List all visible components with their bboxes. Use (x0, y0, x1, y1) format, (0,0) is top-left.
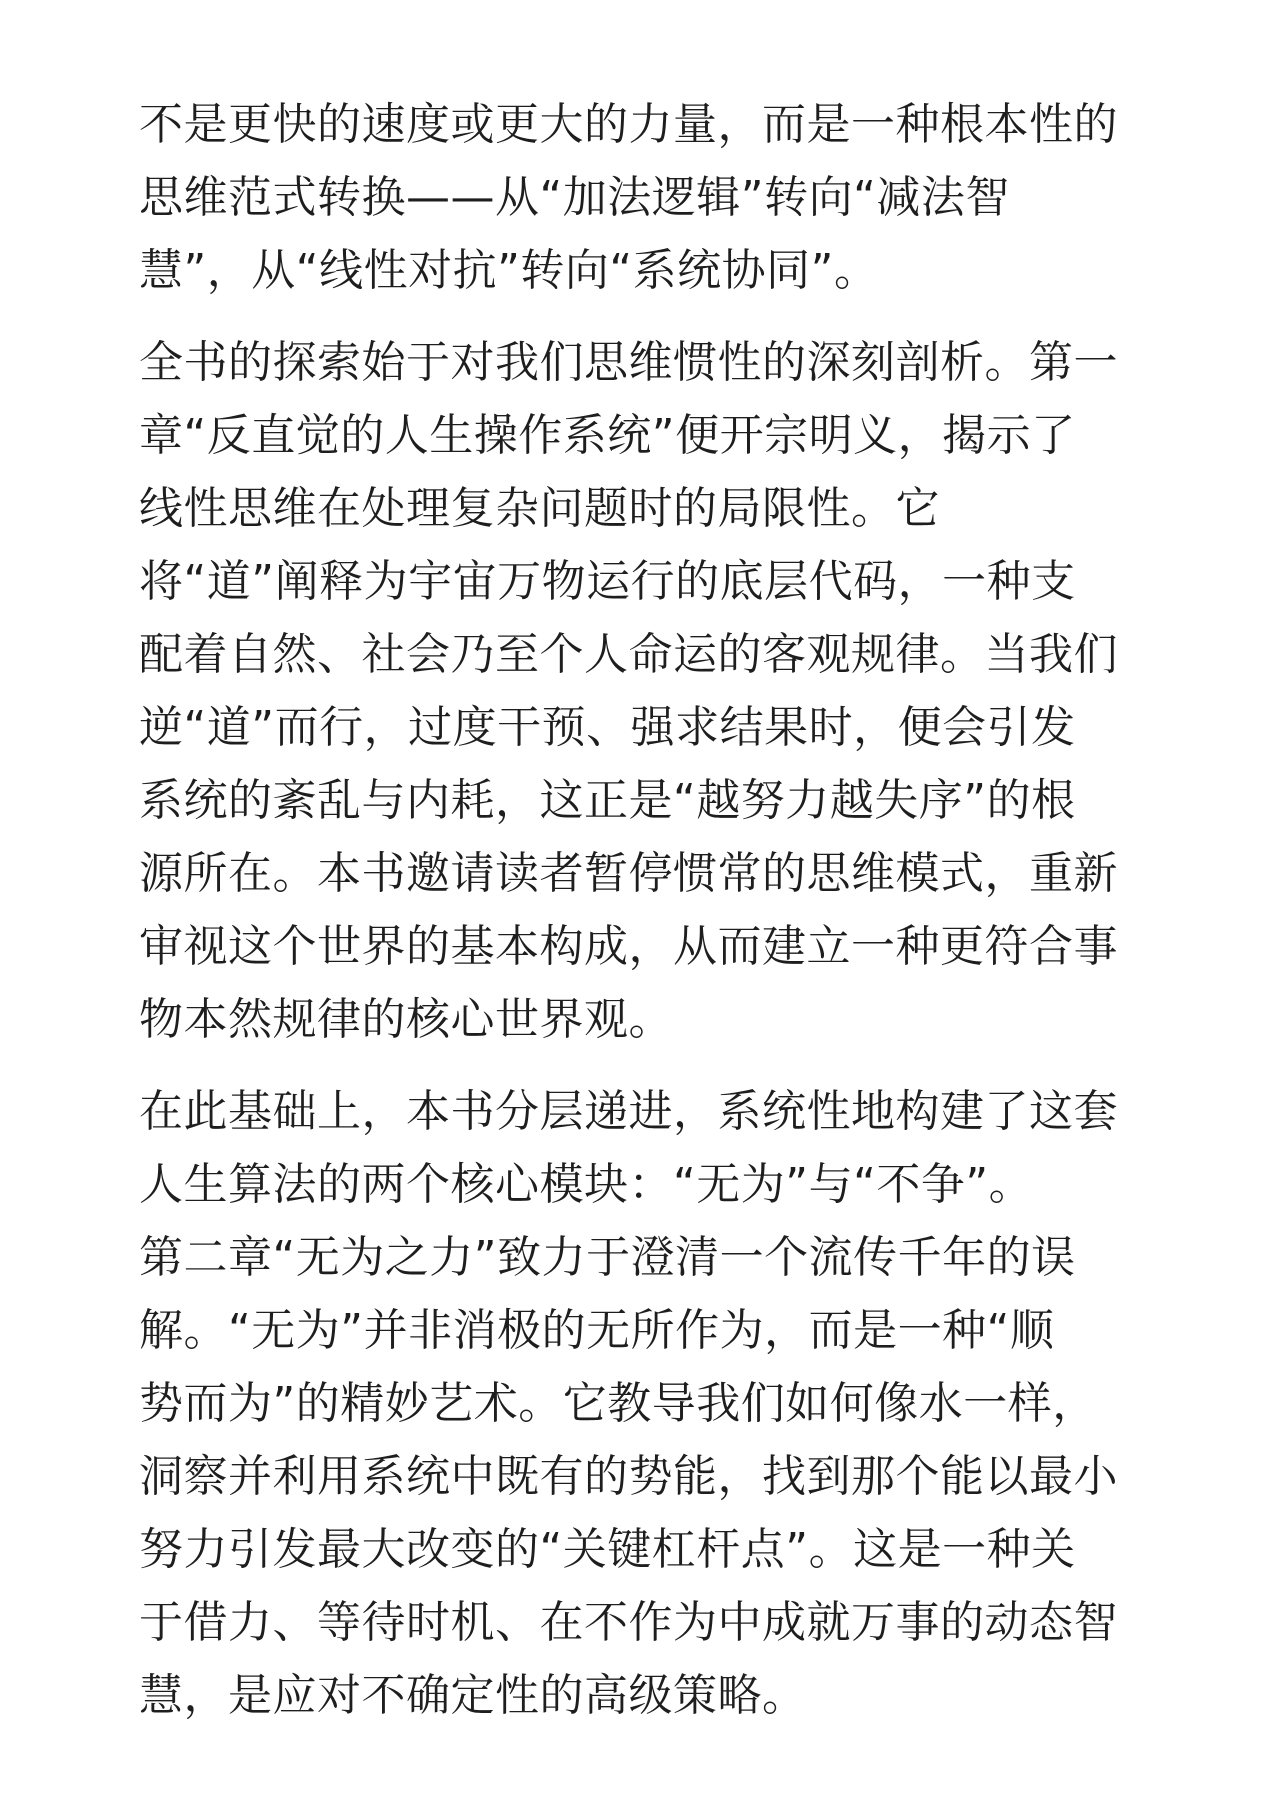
paragraph-2 (139, 326, 1139, 1056)
paragraph-3 (139, 1075, 1139, 1732)
text-line: 慧，是应对不确定性的高级策略。 (139, 1670, 807, 1721)
text-line: 逆“道”而行，过度干预、强求结果时，便会引发 (139, 702, 1076, 753)
text-line: 审视这个世界的基本构成，从而建立一种更符合事 (139, 921, 1118, 972)
text-line: 解。“无为”并非消极的无所作为，而是一种“顺 (139, 1305, 1055, 1356)
text-line: 章“反直觉的人生操作系统”便开宗明义，揭示了 (139, 410, 1076, 461)
text-line: 物本然规律的核心世界观。 (139, 994, 673, 1045)
text-line: 不是更快的速度或更大的力量，而是一种根本性的 (139, 99, 1118, 150)
text-line: 线性思维在处理复杂问题时的局限性。它 (139, 483, 940, 534)
text-line: 努力引发最大改变的“关键杠杆点”。这是一种关 (139, 1524, 1076, 1575)
text-line: 系统的紊乱与内耗，这正是“越努力越失序”的根 (139, 775, 1076, 826)
text-line: 思维范式转换——从“加法逻辑”转向“减法智 (139, 172, 1010, 223)
text-line: 全书的探索始于对我们思维惯性的深刻剖析。第一 (139, 337, 1118, 388)
paragraph-1 (139, 88, 1139, 307)
text-line: 配着自然、社会乃至个人命运的客观规律。当我们 (139, 629, 1118, 680)
text-line: 于借力、等待时机、在不作为中成就万事的动态智 (139, 1597, 1118, 1648)
text-line: 将“道”阐释为宇宙万物运行的底层代码，一种支 (139, 556, 1076, 607)
text-line: 人生算法的两个核心模块：“无为”与“不争”。 (139, 1159, 1034, 1210)
text-line: 源所在。本书邀请读者暂停惯常的思维模式，重新 (139, 848, 1118, 899)
text-line: 势而为”的精妙艺术。它教导我们如何像水一样， (139, 1378, 1097, 1429)
text-line: 慧”，从“线性对抗”转向“系统协同”。 (139, 245, 879, 296)
text-line: 第二章“无为之力”致力于澄清一个流传千年的误 (139, 1232, 1076, 1283)
text-line: 在此基础上，本书分层递进，系统性地构建了这套 (139, 1086, 1118, 1137)
document-page (139, 88, 1139, 1751)
text-line: 洞察并利用系统中既有的势能，找到那个能以最小 (139, 1451, 1118, 1502)
